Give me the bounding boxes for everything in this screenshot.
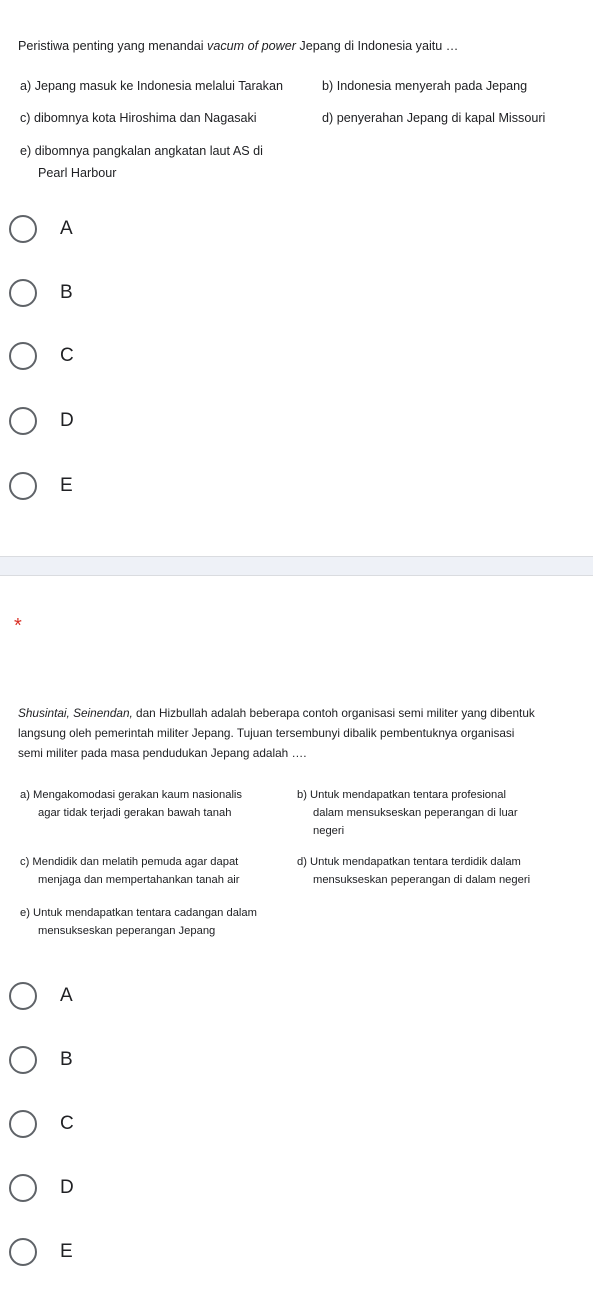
radio-button[interactable] bbox=[9, 342, 37, 370]
q2-option-e-line-1: e) Untuk mendapatkan tentara cadangan dalam bbox=[20, 907, 257, 919]
q2-option-a-line-1: a) Mengakomodasi gerakan kaum nasionalis bbox=[20, 789, 243, 801]
q1-choice-e[interactable] bbox=[0, 466, 593, 506]
q1-choice-a[interactable] bbox=[0, 209, 593, 249]
choice-label: A bbox=[60, 985, 73, 1006]
question-1-text bbox=[18, 36, 458, 56]
radio-button[interactable] bbox=[9, 472, 37, 500]
question-1-text-start: Peristiwa penting yang menandai bbox=[18, 39, 208, 53]
question-1-text-end: Jepang di Indonesia yaitu … bbox=[295, 39, 459, 53]
q1-option-a-text: a) Jepang masuk ke Indonesia melalui Tarakan bbox=[20, 79, 283, 93]
q2-choice-e[interactable] bbox=[0, 1232, 593, 1272]
choice-label: D bbox=[60, 410, 74, 431]
choice-label: B bbox=[60, 282, 73, 303]
section-divider bbox=[0, 556, 593, 576]
q1-choice-b[interactable] bbox=[0, 273, 593, 313]
q2-option-c-line-1: c) Mendidik dan melatih pemuda agar dapat bbox=[20, 856, 239, 868]
q2-option-c-text bbox=[20, 853, 240, 889]
radio-button[interactable] bbox=[9, 215, 37, 243]
q1-option-e-text: e) dibomnya pangkalan angkatan laut AS di bbox=[20, 144, 263, 158]
radio-button[interactable] bbox=[9, 407, 37, 435]
q2-option-d-line-1: d) Untuk mendapatkan tentara terdidik dalam bbox=[297, 856, 521, 868]
q2-option-d-text bbox=[297, 853, 530, 889]
q2-option-b-text bbox=[297, 786, 518, 840]
radio-button[interactable] bbox=[9, 982, 37, 1010]
question-1-emphasis: vacum of power bbox=[207, 39, 296, 53]
radio-button[interactable] bbox=[9, 1110, 37, 1138]
question-2-line-1-rest: dan Hizbullah adalah beberapa contoh organisasi semi militer yang dibentuk bbox=[132, 706, 535, 720]
choice-label: D bbox=[60, 1177, 74, 1198]
q2-option-e-text bbox=[20, 904, 257, 940]
choice-label: E bbox=[60, 1241, 73, 1262]
radio-button[interactable] bbox=[9, 1174, 37, 1202]
question-2-emphasis: Shusintai, Seinendan, bbox=[18, 706, 133, 720]
q2-option-c-line-2: menjaga dan mempertahankan tanah air bbox=[38, 874, 240, 886]
q2-choice-a[interactable] bbox=[0, 976, 593, 1016]
q2-option-b-line-3: negeri bbox=[313, 825, 345, 837]
choice-label: E bbox=[60, 475, 73, 496]
q1-option-b-text: b) Indonesia menyerah pada Jepang bbox=[322, 79, 528, 93]
radio-button[interactable] bbox=[9, 279, 37, 307]
q2-option-a-line-2: agar tidak terjadi gerakan bawah tanah bbox=[38, 807, 232, 819]
question-2-line-2: langsung oleh pemerintah militer Jepang. Tujuan tersembunyi dibalik pembentuknya organisasi bbox=[18, 726, 515, 740]
q1-option-e-text-cont: Pearl Harbour bbox=[38, 166, 117, 180]
q2-choice-b[interactable] bbox=[0, 1040, 593, 1080]
choice-label: C bbox=[60, 345, 74, 366]
radio-button[interactable] bbox=[9, 1238, 37, 1266]
q2-option-d-line-2: mensukseskan peperangan di dalam negeri bbox=[313, 874, 531, 886]
required-marker: * bbox=[14, 615, 22, 637]
choice-label: B bbox=[60, 1049, 73, 1070]
q1-choice-c[interactable] bbox=[0, 336, 593, 376]
radio-button[interactable] bbox=[9, 1046, 37, 1074]
q1-option-d-text: d) penyerahan Jepang di kapal Missouri bbox=[322, 111, 546, 125]
q2-option-e-line-2: mensukseskan peperangan Jepang bbox=[38, 925, 216, 937]
question-2-text bbox=[18, 703, 535, 763]
q2-choice-c[interactable] bbox=[0, 1104, 593, 1144]
question-2-line-3: semi militer pada masa pendudukan Jepang adalah …. bbox=[18, 746, 307, 760]
q1-option-c-text: c) dibomnya kota Hiroshima dan Nagasaki bbox=[20, 111, 257, 125]
choice-label: A bbox=[60, 218, 73, 239]
q1-choice-d[interactable] bbox=[0, 401, 593, 441]
q2-choice-d[interactable] bbox=[0, 1168, 593, 1208]
q2-option-b-line-2: dalam mensukseskan peperangan di luar bbox=[313, 807, 518, 819]
q2-option-a-text bbox=[20, 786, 242, 822]
question-2-line-1 bbox=[18, 703, 535, 723]
q2-option-b-line-1: b) Untuk mendapatkan tentara profesional bbox=[297, 789, 506, 801]
choice-label: C bbox=[60, 1113, 74, 1134]
